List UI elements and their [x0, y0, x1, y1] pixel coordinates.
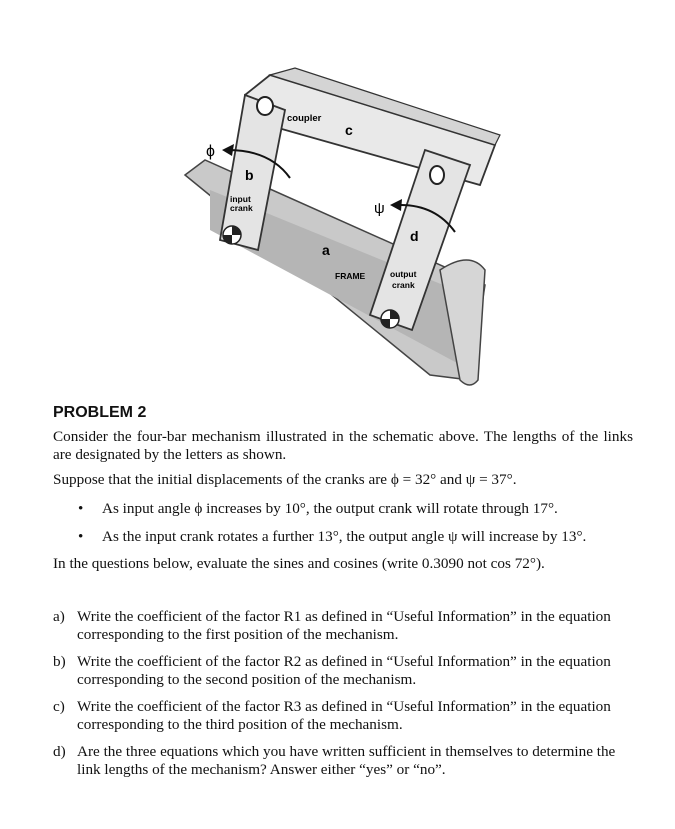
evaluation-note: In the questions below, evaluate the sines and cosines (write 0.3090 not cos 72°). — [53, 555, 545, 572]
link-d-label: d — [410, 228, 419, 244]
question-text: Write the coefficient of the factor R2 as defined in “Useful Information” in the equation corresponding to the second position of the mechanism. — [77, 653, 611, 688]
link-b-label: b — [245, 167, 254, 183]
output-crank-label-1: output — [390, 269, 417, 279]
initial-displacements: Suppose that the initial displacements of the cranks are ϕ = 32° and ψ = 37°. — [53, 471, 517, 488]
psi-arrowhead-icon — [390, 199, 402, 211]
problem-title: PROBLEM 2 — [53, 404, 147, 421]
coupler-input-pin-icon — [257, 97, 273, 115]
question-text: Write the coefficient of the factor R3 as defined in “Useful Information” in the equation corresponding to the third position of the mechanism. — [77, 698, 611, 733]
frame-label: FRAME — [335, 271, 366, 281]
four-bar-mechanism-figure — [0, 0, 675, 395]
bullet-text: As input angle ϕ increases by 10°, the output crank will rotate through 17°. — [102, 500, 558, 517]
question-label: a) — [53, 608, 65, 625]
coupler-output-pin-icon — [430, 166, 444, 184]
input-ground-pivot-icon — [223, 226, 241, 244]
psi-label: ψ — [374, 200, 385, 217]
bullet-icon: • — [78, 500, 84, 517]
question-label: d) — [53, 743, 66, 760]
question-label: b) — [53, 653, 66, 670]
question-label: c) — [53, 698, 65, 715]
link-a-label: a — [322, 242, 330, 258]
bullet-text: As the input crank rotates a further 13°, the output angle ψ will increase by 13°. — [102, 528, 587, 545]
input-crank-label-2: crank — [230, 203, 253, 213]
problem-intro: Consider the four-bar mechanism illustrated in the schematic above. The lengths of the links are designated by the letters as shown. — [53, 428, 633, 463]
link-c-label: c — [345, 122, 353, 138]
input-crank-label-1: input — [230, 194, 251, 204]
bullet-icon: • — [78, 528, 84, 545]
question-text: Are the three equations which you have written sufficient in themselves to determine the link lengths of the mechanism? Answer either “yes” or “no”. — [77, 743, 616, 778]
question-text: Write the coefficient of the factor R1 as defined in “Useful Information” in the equation corresponding to the first position of the mechanism. — [77, 608, 611, 643]
output-crank-label-2: crank — [392, 280, 415, 290]
output-ground-pivot-icon — [381, 310, 399, 328]
phi-arrowhead-icon — [222, 144, 234, 156]
phi-label: ϕ — [206, 143, 215, 160]
coupler-label: coupler — [287, 113, 322, 124]
